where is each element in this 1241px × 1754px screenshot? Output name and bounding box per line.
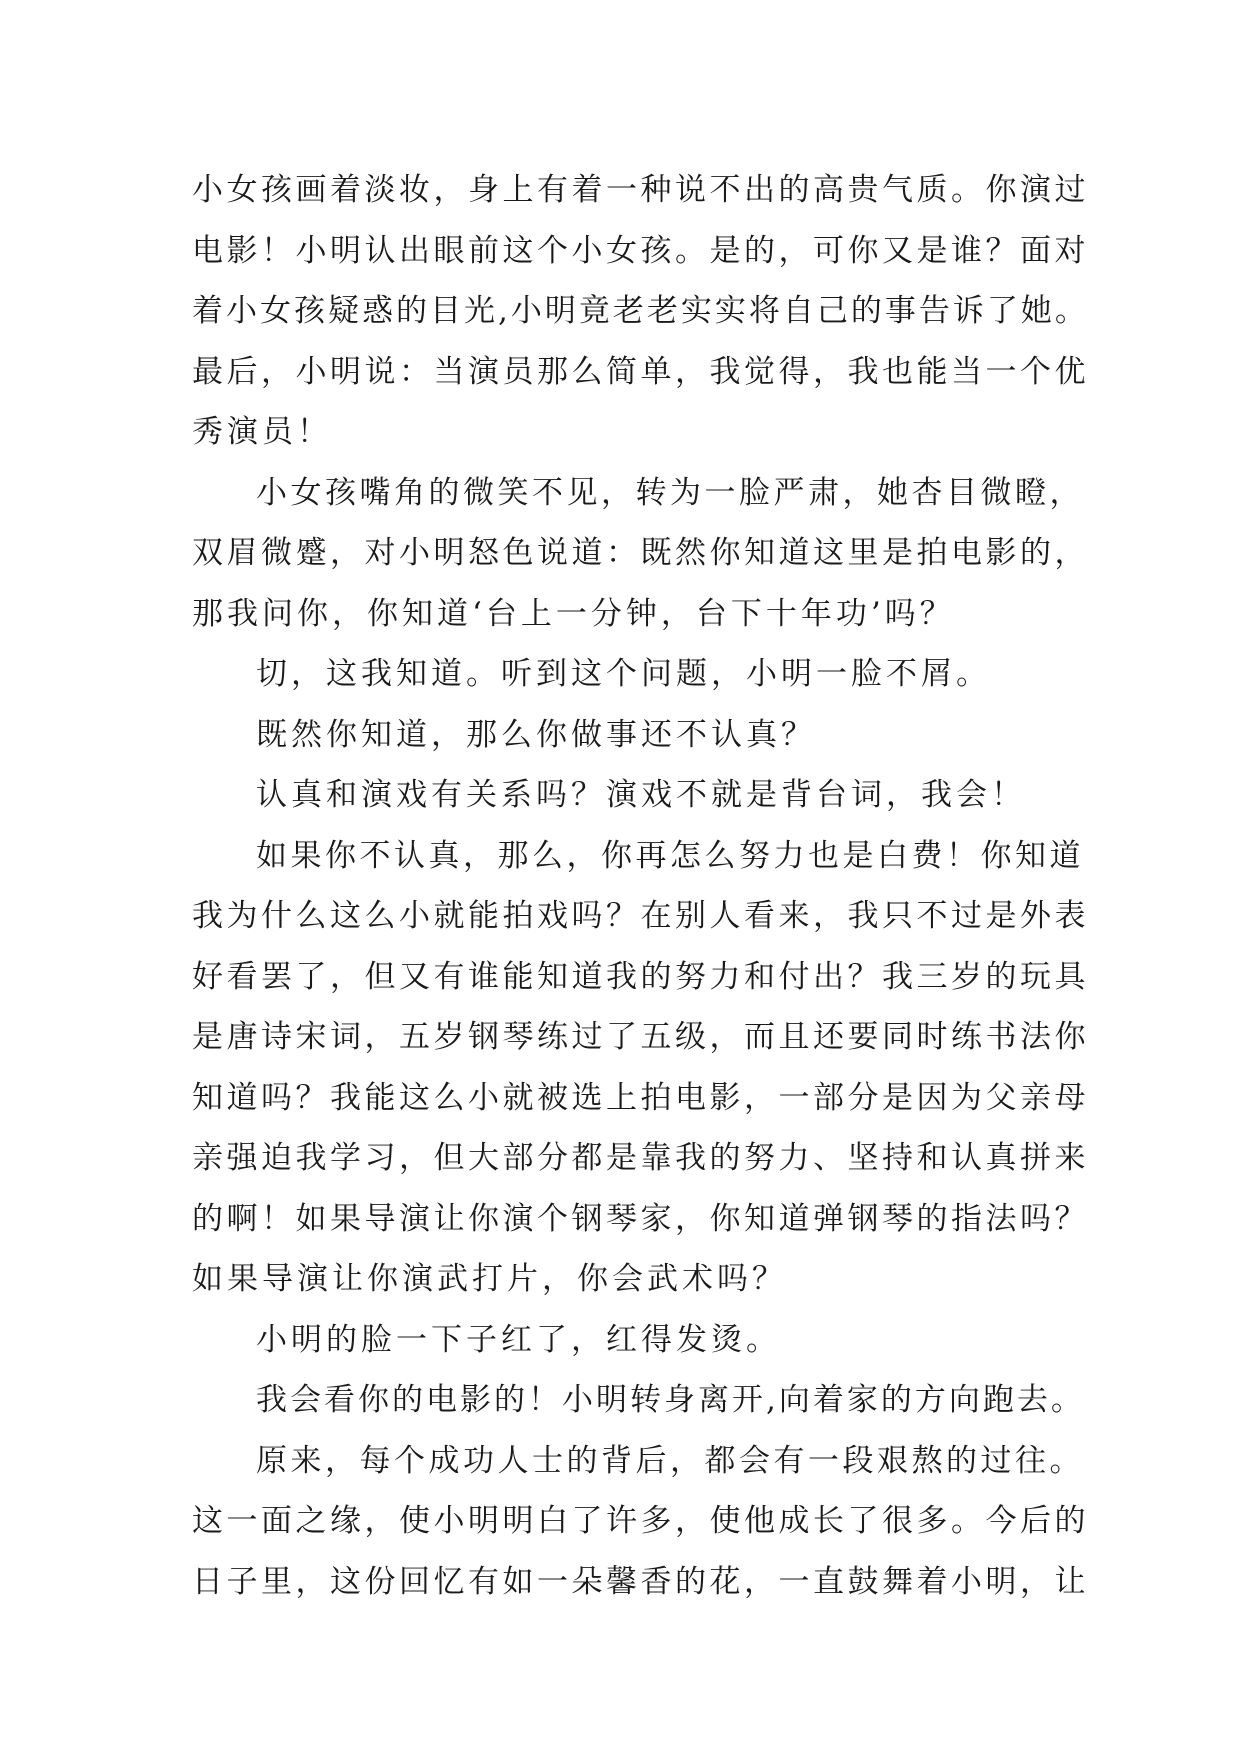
text-line: 原来，每个成功人士的背后，都会有一段艰熬的过往。 bbox=[256, 1442, 1084, 1479]
text-line: 小女孩嘴角的微笑不见，转为一脸严肃，她杏目微瞪， bbox=[256, 474, 1084, 511]
text-line: 我为什么这么小就能拍戏吗？在别人看来，我只不过是外表 bbox=[192, 898, 1089, 934]
text-line: 好看罢了，但又有谁能知道我的努力和付出？我三岁的玩具 bbox=[192, 958, 1089, 995]
text-line: 秀演员！ bbox=[192, 414, 332, 450]
text-line: 如果你不认真，那么，你再怎么努力也是白费！你知道 bbox=[256, 837, 1084, 874]
text-line: 切，这我知道。听到这个问题，小明一脸不屑。 bbox=[256, 656, 991, 692]
text-line: 日子里，这份回忆有如一朵馨香的花，一直鼓舞着小明，让 bbox=[192, 1563, 1089, 1600]
text-line: 如果导演让你演武打片，你会武术吗？ bbox=[192, 1261, 787, 1297]
text-line: 双眉微蹙，对小明怒色说道：既然你知道这里是拍电影的， bbox=[192, 535, 1089, 571]
text-line: 认真和演戏有关系吗？演戏不就是背台词，我会！ bbox=[256, 777, 1026, 813]
text-line: 着小女孩疑惑的目光,小明竟老老实实将自己的事告诉了她。 bbox=[192, 293, 1089, 329]
text-line: 是唐诗宋词，五岁钢琴练过了五级，而且还要同时练书法你 bbox=[192, 1019, 1089, 1055]
text-line: 电影！小明认出眼前这个小女孩。是的，可你又是谁？面对 bbox=[192, 232, 1089, 269]
text-line: 我会看你的电影的！小明转身离开,向着家的方向跑去。 bbox=[256, 1382, 1085, 1418]
text-line: 这一面之缘，使小明明白了许多，使他成长了很多。今后的 bbox=[192, 1503, 1089, 1539]
body-text bbox=[192, 160, 1092, 1612]
text-line: 小女孩画着淡妆，身上有着一种说不出的高贵气质。你演过 bbox=[192, 172, 1089, 208]
text-line: 小明的脸一下子红了，红得发烫。 bbox=[256, 1321, 781, 1358]
text-line: 知道吗？我能这么小就被选上拍电影，一部分是因为父亲母 bbox=[192, 1079, 1089, 1116]
text-line: 那我问你，你知道‘台上一分钟，台下十年功’吗？ bbox=[192, 595, 955, 632]
text-line: 最后，小明说：当演员那么简单，我觉得，我也能当一个优 bbox=[192, 353, 1089, 390]
text-line: 亲强迫我学习，但大部分都是靠我的努力、坚持和认真拼来 bbox=[192, 1140, 1089, 1176]
text-line: 既然你知道，那么你做事还不认真？ bbox=[256, 716, 816, 753]
text-line: 的啊！如果导演让你演个钢琴家，你知道弹钢琴的指法吗？ bbox=[192, 1200, 1089, 1237]
